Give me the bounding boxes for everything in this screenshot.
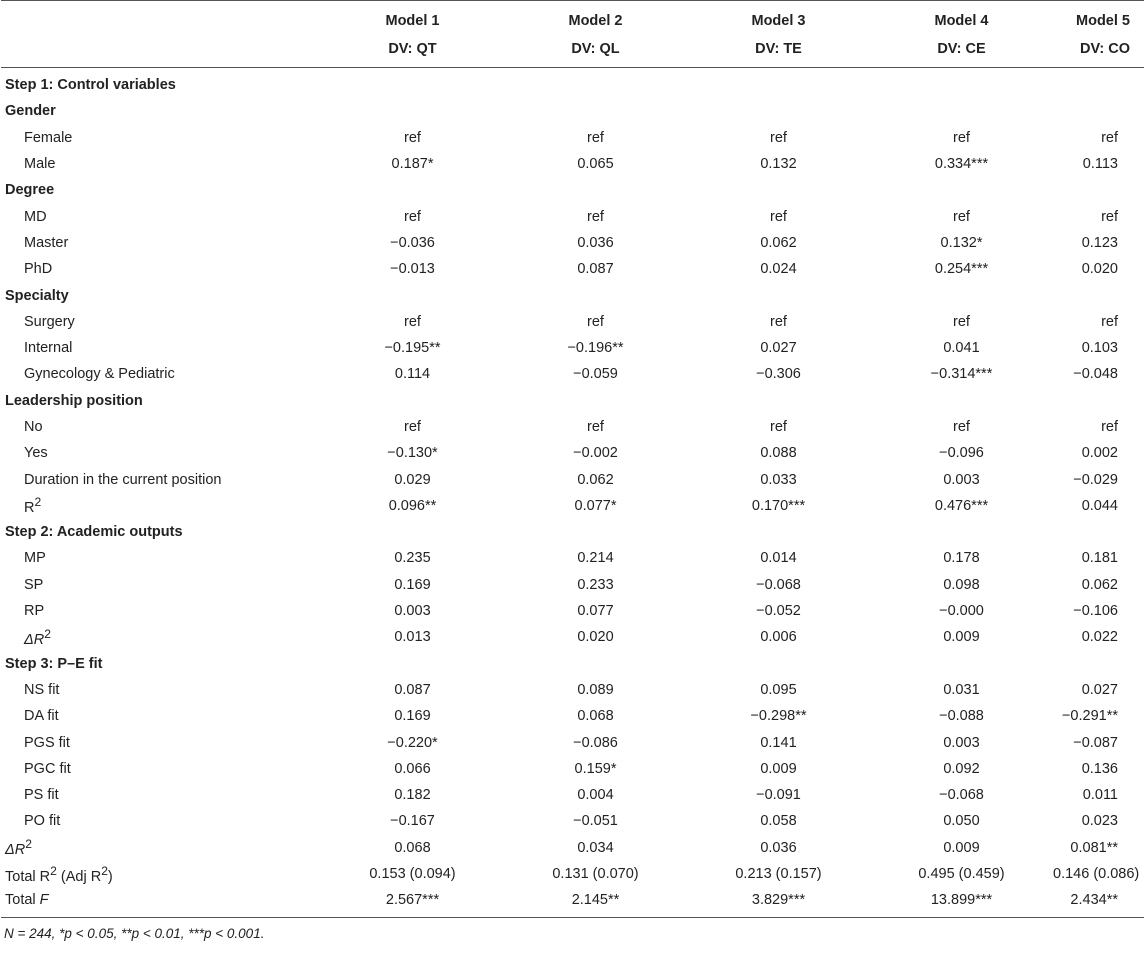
table-cell: ref [1101,313,1118,330]
table-cell: 0.022 [1081,629,1118,646]
table-cell: −0.036 [390,234,435,251]
table-cell [321,651,504,677]
table-cell [504,651,687,677]
row-label [1,545,321,571]
table-cell [870,519,1053,545]
table-cell: ref [587,419,604,435]
row-label-text: Step 3: P–E fit [5,655,103,672]
table-cell: 0.003 [943,471,980,488]
superscript: 2 [50,863,57,878]
row-label-text: PS fit [24,787,59,804]
table-cell: ref [404,419,421,435]
table-cell: 0.089 [577,681,614,698]
table-cell: 0.020 [1081,261,1118,278]
table-cell: −0.306 [756,366,801,383]
table-cell: 0.009 [760,760,797,777]
table-cell: 0.036 [577,234,614,251]
table-row [1,808,1144,834]
row-label-text: MD [24,208,47,225]
model-header: Model 1 [321,1,504,36]
table-cell: −0.130* [387,445,438,462]
table-cell: −0.196** [567,340,624,357]
row-label-text: Leadership position [5,392,143,409]
table-cell: 0.003 [394,603,431,620]
table-row [1,835,1144,861]
table-row [1,598,1144,624]
table-cell: 0.062 [1081,576,1118,593]
table-cell: 0.062 [760,234,797,251]
table-cell [687,177,870,203]
table-cell: 0.169 [394,576,431,593]
table-cell: ref [1101,129,1118,146]
table-cell: −0.068 [756,576,801,593]
section-row [1,68,1144,99]
superscript: 2 [34,495,42,510]
row-label-text: SP [24,576,44,593]
table-cell: 0.233 [577,576,614,593]
table-cell: 0.003 [943,734,980,751]
table-cell: 0.187* [391,156,434,173]
table-row [1,256,1144,282]
row-label [1,125,321,151]
table-cell [687,98,870,124]
superscript: 2 [25,837,32,852]
table-row [1,861,1144,887]
row-label [1,835,321,861]
row-label [1,151,321,177]
table-cell: −0.314*** [930,366,993,383]
table-cell: −0.086 [573,734,618,751]
table-cell: ref [587,208,604,225]
table-cell [1053,388,1144,414]
table-cell [1053,519,1144,545]
table-cell: −0.096 [939,445,984,462]
table-cell [504,68,687,99]
table-cell [1053,177,1144,203]
table-row [1,756,1144,782]
section-row [1,388,1144,414]
row-label-text: Master [24,234,69,251]
table-cell [504,177,687,203]
table-cell [504,282,687,308]
row-label-text: ) [107,868,113,885]
row-label [1,230,321,256]
table-cell: 0.132* [940,234,983,251]
table-row [1,466,1144,492]
table-cell [321,68,504,99]
table-row [1,440,1144,466]
table-cell: 0.044 [1081,497,1118,514]
table-cell: 0.235 [394,550,431,567]
table-cell: 0.123 [1081,234,1118,251]
table-cell: 0.062 [577,471,614,488]
row-label-text: Yes [24,445,48,462]
table-cell [870,177,1053,203]
table-cell: 0.132 [760,156,797,173]
table-row [1,230,1144,256]
row-label-text: F [39,892,49,909]
table-cell [1053,282,1144,308]
table-cell: 0.034 [577,839,614,856]
dv-header: DV: QT [321,35,504,68]
section-label [1,68,321,99]
table-row [1,361,1144,387]
table-cell: 0.033 [760,471,797,488]
table-cell [321,282,504,308]
dv-header: DV: QL [504,35,687,68]
section-row [1,177,1144,203]
table-cell [687,388,870,414]
table-cell: 0.002 [1081,445,1118,462]
row-label [1,782,321,808]
table-cell: 0.087 [577,261,614,278]
table-row [1,125,1144,151]
dv-header: DV: CE [870,35,1053,68]
table-cell: −0.167 [390,813,435,830]
table-cell: 0.092 [943,760,980,777]
table-cell: 0.009 [943,839,980,856]
row-label-text: Surgery [24,313,75,330]
row-label [1,861,321,887]
table-cell [321,388,504,414]
row-label-text: Gender [5,103,56,120]
table-cell [870,282,1053,308]
row-label-text: PGC fit [24,760,71,777]
table-cell: 0.009 [943,629,980,646]
table-cell [1053,68,1144,99]
table-cell: 0.029 [394,471,431,488]
table-cell: 0.050 [943,813,980,830]
table-cell [504,98,687,124]
table-cell: 0.214 [577,550,614,567]
table-row [1,729,1144,755]
row-label-text: Degree [5,182,55,199]
table-cell: −0.048 [1073,366,1118,383]
row-label-text: NS fit [24,681,60,698]
table-cell: 0.006 [760,629,797,646]
table-cell: 0.159* [574,760,617,777]
section-row [1,519,1144,545]
row-label-text: Step 1: Control variables [5,77,176,94]
table-cell: −0.029 [1073,471,1118,488]
model-header: Model 4 [870,1,1053,36]
table-cell: 0.020 [577,629,614,646]
table-cell [870,68,1053,99]
table-cell: 0.103 [1081,340,1118,357]
section-label [1,177,321,203]
table-cell: 0.095 [760,681,797,698]
table-cell [1053,651,1144,677]
table-cell: 0.131 (0.070) [552,866,639,883]
row-label [1,361,321,387]
row-label [1,335,321,361]
table-cell: ref [770,313,787,330]
table-cell: 0.088 [760,445,797,462]
table-cell: 0.024 [760,261,797,278]
table-cell: −0.013 [390,261,435,278]
table-cell: −0.091 [756,787,801,804]
table-cell: 0.027 [1081,681,1118,698]
table-cell: 0.096** [388,497,437,514]
table-cell [687,68,870,99]
table-row [1,203,1144,229]
model-header: Model 5 [1053,1,1144,36]
table-row [1,572,1144,598]
table-cell: ref [587,129,604,146]
row-label-text: DA fit [24,708,59,725]
table-cell: 0.114 [394,366,431,383]
row-label [1,808,321,834]
table-cell: 0.098 [943,576,980,593]
table-row [1,782,1144,808]
row-label [1,703,321,729]
table-cell [1053,98,1144,124]
dv-header: DV: CO [1053,35,1144,68]
row-label-text: Gynecology & Pediatric [24,366,175,383]
section-row [1,98,1144,124]
table-cell [504,519,687,545]
row-label-text: Female [24,129,73,146]
section-row [1,282,1144,308]
row-label-text: RP [24,603,45,620]
row-label [1,677,321,703]
header-corner [1,1,321,36]
table-cell: 0.141 [760,734,797,751]
row-label [1,256,321,282]
table-cell: 0.023 [1081,813,1118,830]
table-cell: 0.004 [577,787,614,804]
table-cell: 13.899*** [870,887,1053,917]
table-row [1,677,1144,703]
table-cell: 0.013 [394,629,431,646]
table-cell: 3.829*** [687,887,870,917]
table-cell: 0.113 [1082,156,1118,173]
section-label [1,98,321,124]
table-cell: 2.145** [504,887,687,917]
table-cell: −0.291** [1061,708,1118,725]
row-label-text: PO fit [24,813,61,830]
table-cell [321,519,504,545]
table-cell: ref [953,129,970,146]
table-cell: ref [1101,208,1118,225]
row-label [1,887,321,917]
table-cell: ref [404,313,421,330]
table-cell: 0.334*** [934,156,989,173]
table-cell: 0.254*** [934,261,989,278]
table-cell: ref [404,208,421,225]
row-label-text: PGS fit [24,734,70,751]
section-row [1,651,1144,677]
row-label-text: Internal [24,340,73,357]
row-label-text: R [24,500,35,517]
row-label-text: PhD [24,261,53,278]
row-label-text: (Adj R [56,868,102,885]
row-label-text: Specialty [5,287,69,304]
table-cell: 0.066 [394,760,431,777]
table-cell: 0.011 [1082,787,1118,804]
row-label-text: Male [24,156,56,173]
row-label-text: Total R [5,868,51,885]
table-row [1,414,1144,440]
table-row [1,309,1144,335]
table-cell: −0.088 [939,708,984,725]
table-cell: −0.052 [756,603,801,620]
table-header [1,1,1144,68]
table-cell: −0.068 [939,787,984,804]
row-label [1,203,321,229]
table-cell: ref [953,419,970,435]
table-cell: −0.106 [1073,603,1118,620]
row-label [1,598,321,624]
table-cell: 0.068 [394,839,431,856]
row-label-text: MP [24,550,46,567]
table-cell: ref [404,129,421,146]
table-cell [687,282,870,308]
section-label [1,519,321,545]
table-row [1,624,1144,650]
row-label [1,624,321,650]
table-cell: −0.051 [573,813,618,830]
row-label-text: Total [5,892,40,909]
table-cell [870,388,1053,414]
superscript: 2 [44,626,51,641]
row-label [1,440,321,466]
row-label-text: No [24,419,43,435]
header-corner [1,35,321,68]
table-cell: −0.002 [573,445,618,462]
section-label [1,282,321,308]
table-cell [870,651,1053,677]
table-cell [687,519,870,545]
table-cell: 0.146 (0.086) [1053,866,1140,883]
table-cell [321,98,504,124]
row-label [1,572,321,598]
table-cell: −0.298** [750,708,807,725]
table-cell: 0.077 [577,603,614,620]
table-cell: 0.136 [1081,760,1118,777]
table-cell: 0.041 [943,340,980,357]
row-label [1,756,321,782]
table-cell [321,177,504,203]
table-cell: 0.036 [760,839,797,856]
dv-header: DV: TE [687,35,870,68]
table-cell: 0.170*** [751,497,806,514]
table-cell: 0.058 [760,813,797,830]
superscript: 2 [101,863,108,878]
table-footnote: N = 244, *p < 0.05, **p < 0.01, ***p < 0.001. [4,925,265,941]
table-row [1,545,1144,571]
table-cell: 0.087 [394,681,431,698]
table-cell: 0.181 [1081,550,1118,567]
table-cell: ref [953,208,970,225]
table-row [1,493,1144,519]
regression-table [1,0,1144,918]
table-cell: ref [770,419,787,435]
table-cell: 2.567*** [321,887,504,917]
row-label-text: ΔR [5,842,26,859]
table-cell: 0.068 [577,708,614,725]
table-cell: ref [1101,419,1118,435]
table-cell: 0.077* [574,497,617,514]
section-label [1,388,321,414]
table-cell: 0.031 [943,681,980,698]
table-cell: 0.169 [394,708,431,725]
section-label [1,651,321,677]
row-label-text: ΔR [24,631,45,648]
row-label [1,729,321,755]
row-label-text: Step 2: Academic outputs [5,524,183,541]
table-row [1,335,1144,361]
table-cell: ref [953,313,970,330]
table-row [1,887,1144,917]
table-cell: ref [770,208,787,225]
table-cell: −0.059 [573,366,618,383]
table-cell [504,388,687,414]
table-cell: 0.476*** [934,497,989,514]
table-cell: ref [770,129,787,146]
table-cell: −0.000 [939,603,984,620]
table-cell: 0.182 [394,787,431,804]
table-cell [687,651,870,677]
model-header: Model 2 [504,1,687,36]
row-label-text: Duration in the current position [24,471,222,488]
row-label [1,414,321,440]
table-cell: ref [587,313,604,330]
table-cell: −0.220* [387,734,438,751]
table-cell: 2.434** [1053,887,1144,917]
table-cell: 0.178 [943,550,980,567]
table-cell: 0.213 (0.157) [735,866,822,883]
table-cell: 0.495 (0.459) [918,866,1005,883]
table-body [1,68,1144,918]
row-label [1,466,321,492]
table-cell: −0.195** [384,340,441,357]
row-label [1,309,321,335]
table-cell: 0.065 [577,156,614,173]
table-cell: 0.081** [1070,839,1118,856]
table-cell: 0.027 [760,340,797,357]
table-cell: 0.153 (0.094) [369,866,456,883]
table-row [1,703,1144,729]
table-cell: 0.014 [760,550,797,567]
table-cell [870,98,1053,124]
row-label [1,493,321,519]
table-cell: −0.087 [1073,734,1118,751]
model-header: Model 3 [687,1,870,36]
table-row [1,151,1144,177]
